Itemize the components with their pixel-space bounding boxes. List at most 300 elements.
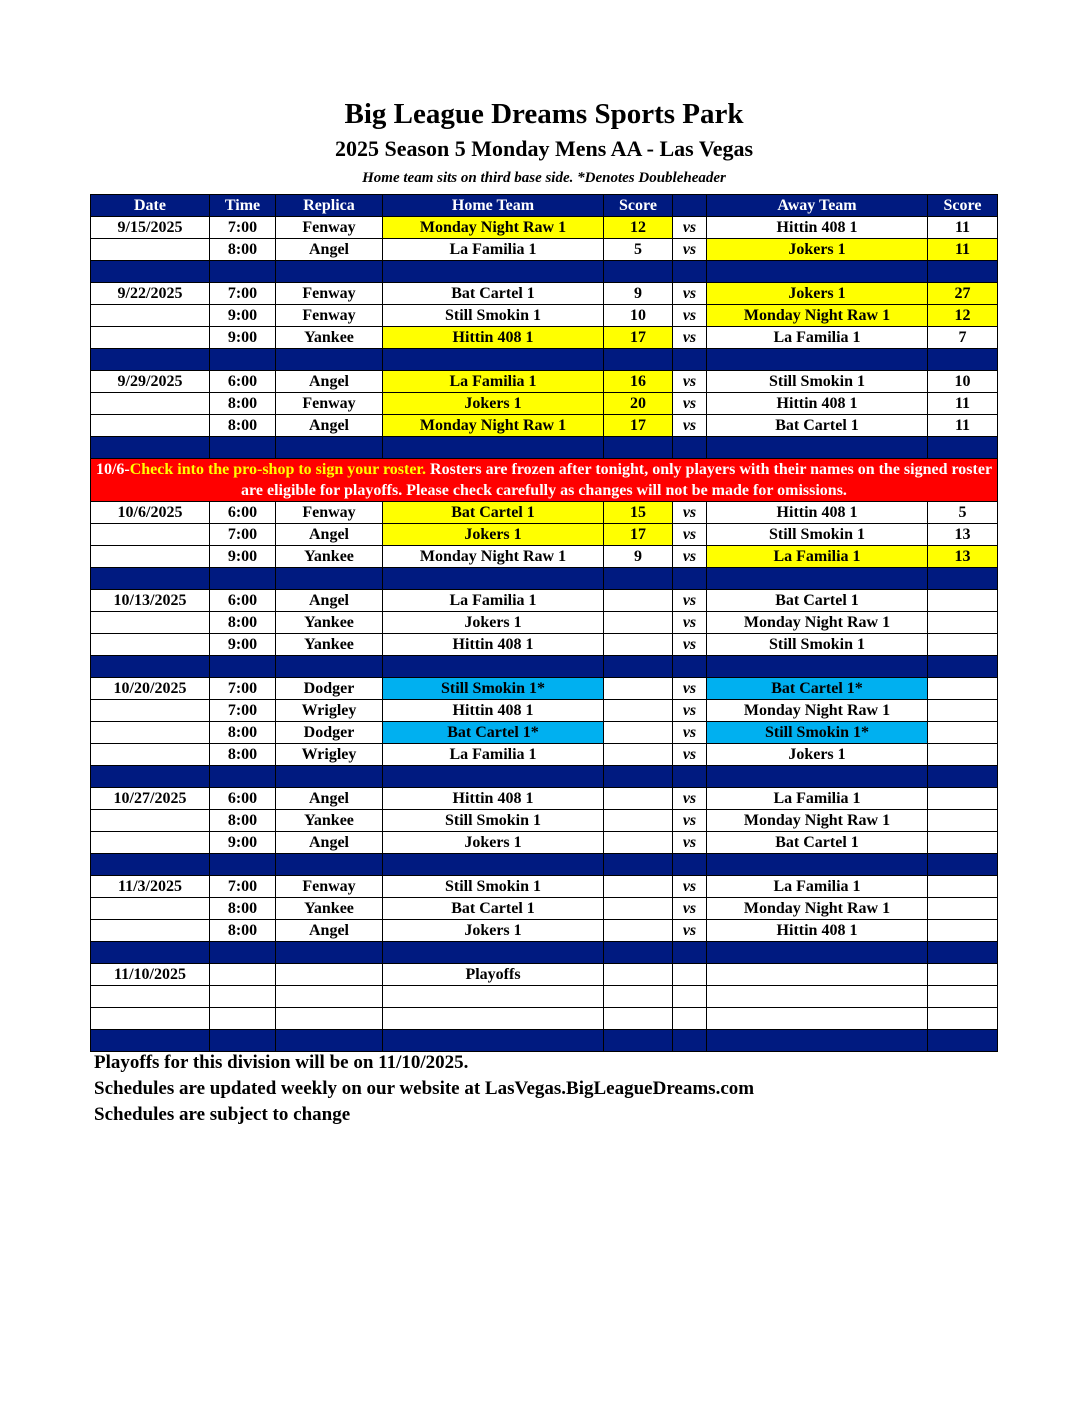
home-team: La Familia 1 <box>383 744 604 766</box>
separator-cell <box>210 942 276 964</box>
away-team: Jokers 1 <box>707 283 928 305</box>
home-score: 17 <box>604 415 673 437</box>
separator-cell <box>604 854 673 876</box>
away-score: 13 <box>928 524 998 546</box>
game-row <box>91 415 998 437</box>
game-replica: Fenway <box>276 876 383 898</box>
week-separator-row <box>91 261 998 283</box>
away-score: 10 <box>928 371 998 393</box>
game-row <box>91 305 998 327</box>
game-time: 8:00 <box>210 810 276 832</box>
separator-cell <box>604 766 673 788</box>
empty-cell <box>383 986 604 1008</box>
away-score: 13 <box>928 546 998 568</box>
home-score: 20 <box>604 393 673 415</box>
home-team: Monday Night Raw 1 <box>383 415 604 437</box>
game-date <box>91 898 210 920</box>
game-row <box>91 217 998 239</box>
home-team: Hittin 408 1 <box>383 700 604 722</box>
week-separator-row <box>91 1030 998 1052</box>
home-score <box>604 634 673 656</box>
separator-cell <box>383 568 604 590</box>
away-score <box>928 832 998 854</box>
home-score <box>604 744 673 766</box>
game-date <box>91 744 210 766</box>
vs-label: vs <box>673 876 707 898</box>
separator-cell <box>928 1030 998 1052</box>
separator-cell <box>604 1030 673 1052</box>
vs-label: vs <box>673 327 707 349</box>
separator-cell <box>928 942 998 964</box>
home-score: 17 <box>604 327 673 349</box>
game-row <box>91 239 998 261</box>
game-replica: Angel <box>276 920 383 942</box>
home-score: 10 <box>604 305 673 327</box>
away-team: La Familia 1 <box>707 788 928 810</box>
separator-cell <box>91 437 210 459</box>
empty-cell <box>210 986 276 1008</box>
away-score <box>928 810 998 832</box>
separator-cell <box>707 437 928 459</box>
home-team: Still Smokin 1 <box>383 876 604 898</box>
game-time: 7:00 <box>210 700 276 722</box>
separator-cell <box>383 942 604 964</box>
week-separator-row <box>91 854 998 876</box>
away-score: 11 <box>928 239 998 261</box>
empty-cell <box>210 964 276 986</box>
separator-cell <box>210 437 276 459</box>
home-team: La Familia 1 <box>383 371 604 393</box>
game-time: 7:00 <box>210 217 276 239</box>
roster-notice-row <box>91 459 998 502</box>
empty-cell <box>276 964 383 986</box>
game-replica: Dodger <box>276 722 383 744</box>
separator-cell <box>673 942 707 964</box>
game-row <box>91 393 998 415</box>
week-separator-row <box>91 766 998 788</box>
game-date <box>91 305 210 327</box>
separator-cell <box>276 656 383 678</box>
separator-cell <box>707 349 928 371</box>
separator-cell <box>276 349 383 371</box>
empty-cell <box>604 1008 673 1030</box>
home-score <box>604 612 673 634</box>
away-score: 11 <box>928 217 998 239</box>
away-score: 11 <box>928 393 998 415</box>
game-date <box>91 393 210 415</box>
game-replica: Fenway <box>276 217 383 239</box>
separator-cell <box>928 568 998 590</box>
separator-cell <box>210 261 276 283</box>
separator-cell <box>604 261 673 283</box>
home-team: Bat Cartel 1* <box>383 722 604 744</box>
empty-cell <box>707 986 928 1008</box>
game-time: 8:00 <box>210 415 276 437</box>
home-score <box>604 810 673 832</box>
away-team: Jokers 1 <box>707 744 928 766</box>
separator-cell <box>604 656 673 678</box>
away-score <box>928 898 998 920</box>
game-date: 11/3/2025 <box>91 876 210 898</box>
home-team: Jokers 1 <box>383 920 604 942</box>
separator-cell <box>383 766 604 788</box>
game-time: 7:00 <box>210 283 276 305</box>
game-date <box>91 832 210 854</box>
game-replica: Fenway <box>276 283 383 305</box>
away-team: La Familia 1 <box>707 546 928 568</box>
game-row <box>91 327 998 349</box>
home-team: Bat Cartel 1 <box>383 283 604 305</box>
footer-playoffs-note: Playoffs for this division will be on 11/10/2025. <box>94 1052 469 1073</box>
game-date <box>91 810 210 832</box>
game-date <box>91 239 210 261</box>
separator-cell <box>91 656 210 678</box>
week-separator-row <box>91 942 998 964</box>
vs-label: vs <box>673 634 707 656</box>
game-time: 6:00 <box>210 371 276 393</box>
empty-row <box>91 986 998 1008</box>
separator-cell <box>276 1030 383 1052</box>
empty-cell <box>707 964 928 986</box>
vs-label: vs <box>673 283 707 305</box>
separator-cell <box>604 568 673 590</box>
playoffs-date: 11/10/2025 <box>91 964 210 986</box>
game-time: 9:00 <box>210 327 276 349</box>
page-subtitle: 2025 Season 5 Monday Mens AA - Las Vegas <box>334 136 754 161</box>
vs-label: vs <box>673 678 707 700</box>
playoffs-row <box>91 964 998 986</box>
game-date <box>91 634 210 656</box>
vs-label: vs <box>673 239 707 261</box>
game-time: 7:00 <box>210 876 276 898</box>
game-replica: Angel <box>276 239 383 261</box>
away-score: 11 <box>928 415 998 437</box>
game-row <box>91 524 998 546</box>
week-separator-row <box>91 437 998 459</box>
game-time: 6:00 <box>210 590 276 612</box>
home-score <box>604 898 673 920</box>
game-row <box>91 590 998 612</box>
week-separator-row <box>91 349 998 371</box>
separator-cell <box>673 437 707 459</box>
game-row <box>91 788 998 810</box>
game-time: 6:00 <box>210 502 276 524</box>
game-row <box>91 898 998 920</box>
empty-cell <box>276 986 383 1008</box>
vs-label: vs <box>673 744 707 766</box>
away-team: La Familia 1 <box>707 876 928 898</box>
home-score <box>604 876 673 898</box>
away-team: Bat Cartel 1 <box>707 415 928 437</box>
game-row <box>91 612 998 634</box>
home-score: 5 <box>604 239 673 261</box>
home-score: 16 <box>604 371 673 393</box>
vs-label: vs <box>673 502 707 524</box>
week-separator-row <box>91 656 998 678</box>
separator-cell <box>673 656 707 678</box>
vs-label: vs <box>673 217 707 239</box>
separator-cell <box>707 261 928 283</box>
game-date <box>91 612 210 634</box>
game-replica: Fenway <box>276 502 383 524</box>
away-team: Still Smokin 1 <box>707 634 928 656</box>
separator-cell <box>707 854 928 876</box>
away-team: Hittin 408 1 <box>707 920 928 942</box>
away-team: Monday Night Raw 1 <box>707 810 928 832</box>
vs-label: vs <box>673 810 707 832</box>
separator-cell <box>928 656 998 678</box>
game-date: 10/13/2025 <box>91 590 210 612</box>
home-team: Jokers 1 <box>383 524 604 546</box>
home-score: 12 <box>604 217 673 239</box>
game-replica: Angel <box>276 371 383 393</box>
separator-cell <box>91 766 210 788</box>
separator-cell <box>91 349 210 371</box>
away-team: Monday Night Raw 1 <box>707 305 928 327</box>
away-team: Jokers 1 <box>707 239 928 261</box>
header-replica: Replica <box>276 195 383 217</box>
empty-cell <box>210 1008 276 1030</box>
game-replica: Angel <box>276 415 383 437</box>
separator-cell <box>276 437 383 459</box>
home-score: 9 <box>604 546 673 568</box>
game-date <box>91 546 210 568</box>
header-home-team: Home Team <box>383 195 604 217</box>
game-row <box>91 546 998 568</box>
home-team: Hittin 408 1 <box>383 634 604 656</box>
game-date: 9/29/2025 <box>91 371 210 393</box>
header-away-score: Score <box>928 195 998 217</box>
away-team: Monday Night Raw 1 <box>707 700 928 722</box>
home-score: 17 <box>604 524 673 546</box>
game-date <box>91 415 210 437</box>
home-score <box>604 788 673 810</box>
empty-row <box>91 1008 998 1030</box>
separator-cell <box>276 766 383 788</box>
header-home-score: Score <box>604 195 673 217</box>
away-score: 5 <box>928 502 998 524</box>
separator-cell <box>210 656 276 678</box>
home-score <box>604 700 673 722</box>
game-time: 9:00 <box>210 546 276 568</box>
game-time: 9:00 <box>210 832 276 854</box>
away-team: Monday Night Raw 1 <box>707 612 928 634</box>
game-time: 7:00 <box>210 678 276 700</box>
home-score: 9 <box>604 283 673 305</box>
separator-cell <box>928 854 998 876</box>
separator-cell <box>91 942 210 964</box>
home-score <box>604 832 673 854</box>
game-date <box>91 920 210 942</box>
separator-cell <box>383 437 604 459</box>
empty-cell <box>276 1008 383 1030</box>
separator-cell <box>928 261 998 283</box>
game-replica: Angel <box>276 524 383 546</box>
game-date: 9/15/2025 <box>91 217 210 239</box>
game-row <box>91 832 998 854</box>
game-row <box>91 810 998 832</box>
vs-label: vs <box>673 898 707 920</box>
vs-label: vs <box>673 700 707 722</box>
vs-label: vs <box>673 788 707 810</box>
game-date: 10/20/2025 <box>91 678 210 700</box>
separator-cell <box>91 568 210 590</box>
game-replica: Dodger <box>276 678 383 700</box>
away-score: 27 <box>928 283 998 305</box>
separator-cell <box>210 854 276 876</box>
separator-cell <box>276 568 383 590</box>
vs-label: vs <box>673 371 707 393</box>
separator-cell <box>928 349 998 371</box>
empty-cell <box>673 1008 707 1030</box>
game-time: 9:00 <box>210 634 276 656</box>
home-team: Monday Night Raw 1 <box>383 217 604 239</box>
game-row <box>91 502 998 524</box>
game-date: 10/6/2025 <box>91 502 210 524</box>
separator-cell <box>383 854 604 876</box>
empty-cell <box>928 1008 998 1030</box>
away-team: Bat Cartel 1* <box>707 678 928 700</box>
home-team: Jokers 1 <box>383 832 604 854</box>
separator-cell <box>604 942 673 964</box>
game-date <box>91 524 210 546</box>
separator-cell <box>604 437 673 459</box>
header-vs <box>673 195 707 217</box>
separator-cell <box>673 261 707 283</box>
header-date: Date <box>91 195 210 217</box>
game-row <box>91 283 998 305</box>
game-replica: Yankee <box>276 898 383 920</box>
separator-cell <box>604 349 673 371</box>
vs-label: vs <box>673 590 707 612</box>
home-team: Jokers 1 <box>383 612 604 634</box>
away-score <box>928 876 998 898</box>
separator-cell <box>91 261 210 283</box>
game-row <box>91 371 998 393</box>
home-team: Monday Night Raw 1 <box>383 546 604 568</box>
table-header-row <box>91 195 998 217</box>
game-replica: Yankee <box>276 612 383 634</box>
game-replica: Yankee <box>276 546 383 568</box>
game-time: 8:00 <box>210 612 276 634</box>
game-date: 10/27/2025 <box>91 788 210 810</box>
separator-cell <box>383 656 604 678</box>
separator-cell <box>707 766 928 788</box>
away-team: Still Smokin 1* <box>707 722 928 744</box>
game-date <box>91 722 210 744</box>
page-title: Big League Dreams Sports Park <box>344 98 744 130</box>
separator-cell <box>276 942 383 964</box>
roster-notice <box>91 459 998 502</box>
playoffs-label: Playoffs <box>383 964 604 986</box>
game-time: 8:00 <box>210 920 276 942</box>
separator-cell <box>673 568 707 590</box>
game-row <box>91 700 998 722</box>
game-replica: Fenway <box>276 393 383 415</box>
vs-label: vs <box>673 393 707 415</box>
game-time: 6:00 <box>210 788 276 810</box>
away-score <box>928 634 998 656</box>
separator-cell <box>707 1030 928 1052</box>
separator-cell <box>276 261 383 283</box>
home-team: Bat Cartel 1 <box>383 898 604 920</box>
away-score <box>928 612 998 634</box>
game-replica: Wrigley <box>276 700 383 722</box>
game-date <box>91 700 210 722</box>
game-replica: Wrigley <box>276 744 383 766</box>
empty-cell <box>673 964 707 986</box>
game-time: 7:00 <box>210 524 276 546</box>
away-team: Bat Cartel 1 <box>707 832 928 854</box>
separator-cell <box>91 854 210 876</box>
home-team: Jokers 1 <box>383 393 604 415</box>
empty-cell <box>383 1008 604 1030</box>
game-replica: Yankee <box>276 327 383 349</box>
home-score <box>604 920 673 942</box>
game-date <box>91 327 210 349</box>
vs-label: vs <box>673 546 707 568</box>
empty-cell <box>928 986 998 1008</box>
vs-label: vs <box>673 524 707 546</box>
game-time: 8:00 <box>210 722 276 744</box>
separator-cell <box>210 349 276 371</box>
footer-change-note: Schedules are subject to change <box>94 1104 351 1125</box>
vs-label: vs <box>673 612 707 634</box>
empty-cell <box>604 964 673 986</box>
empty-cell <box>91 1008 210 1030</box>
separator-cell <box>91 1030 210 1052</box>
away-team: Still Smokin 1 <box>707 371 928 393</box>
vs-label: vs <box>673 832 707 854</box>
away-team: La Familia 1 <box>707 327 928 349</box>
separator-cell <box>276 854 383 876</box>
home-team: Still Smokin 1 <box>383 305 604 327</box>
game-time: 8:00 <box>210 744 276 766</box>
empty-cell <box>673 986 707 1008</box>
game-replica: Yankee <box>276 810 383 832</box>
away-team: Hittin 408 1 <box>707 502 928 524</box>
header-time: Time <box>210 195 276 217</box>
game-row <box>91 678 998 700</box>
separator-cell <box>383 349 604 371</box>
home-team: Still Smokin 1* <box>383 678 604 700</box>
game-row <box>91 876 998 898</box>
header-away-team: Away Team <box>707 195 928 217</box>
notice-text: Rosters are frozen after tonight, only players with their names on the signed roster are eligible for playoffs. Please check carefully as changes will not be made for omissions. <box>241 461 993 499</box>
home-team: La Familia 1 <box>383 590 604 612</box>
home-team: Hittin 408 1 <box>383 788 604 810</box>
game-row <box>91 634 998 656</box>
empty-cell <box>91 986 210 1008</box>
vs-label: vs <box>673 415 707 437</box>
vs-label: vs <box>673 722 707 744</box>
separator-cell <box>673 854 707 876</box>
separator-cell <box>210 568 276 590</box>
game-row <box>91 722 998 744</box>
home-score: 15 <box>604 502 673 524</box>
away-score <box>928 678 998 700</box>
empty-cell <box>928 964 998 986</box>
schedule-table <box>90 194 998 1052</box>
notice-highlight: Check into the pro-shop to sign your roster. <box>129 461 427 478</box>
empty-cell <box>707 1008 928 1030</box>
separator-cell <box>383 1030 604 1052</box>
separator-cell <box>707 568 928 590</box>
game-row <box>91 744 998 766</box>
game-date: 9/22/2025 <box>91 283 210 305</box>
separator-cell <box>707 656 928 678</box>
game-time: 8:00 <box>210 239 276 261</box>
